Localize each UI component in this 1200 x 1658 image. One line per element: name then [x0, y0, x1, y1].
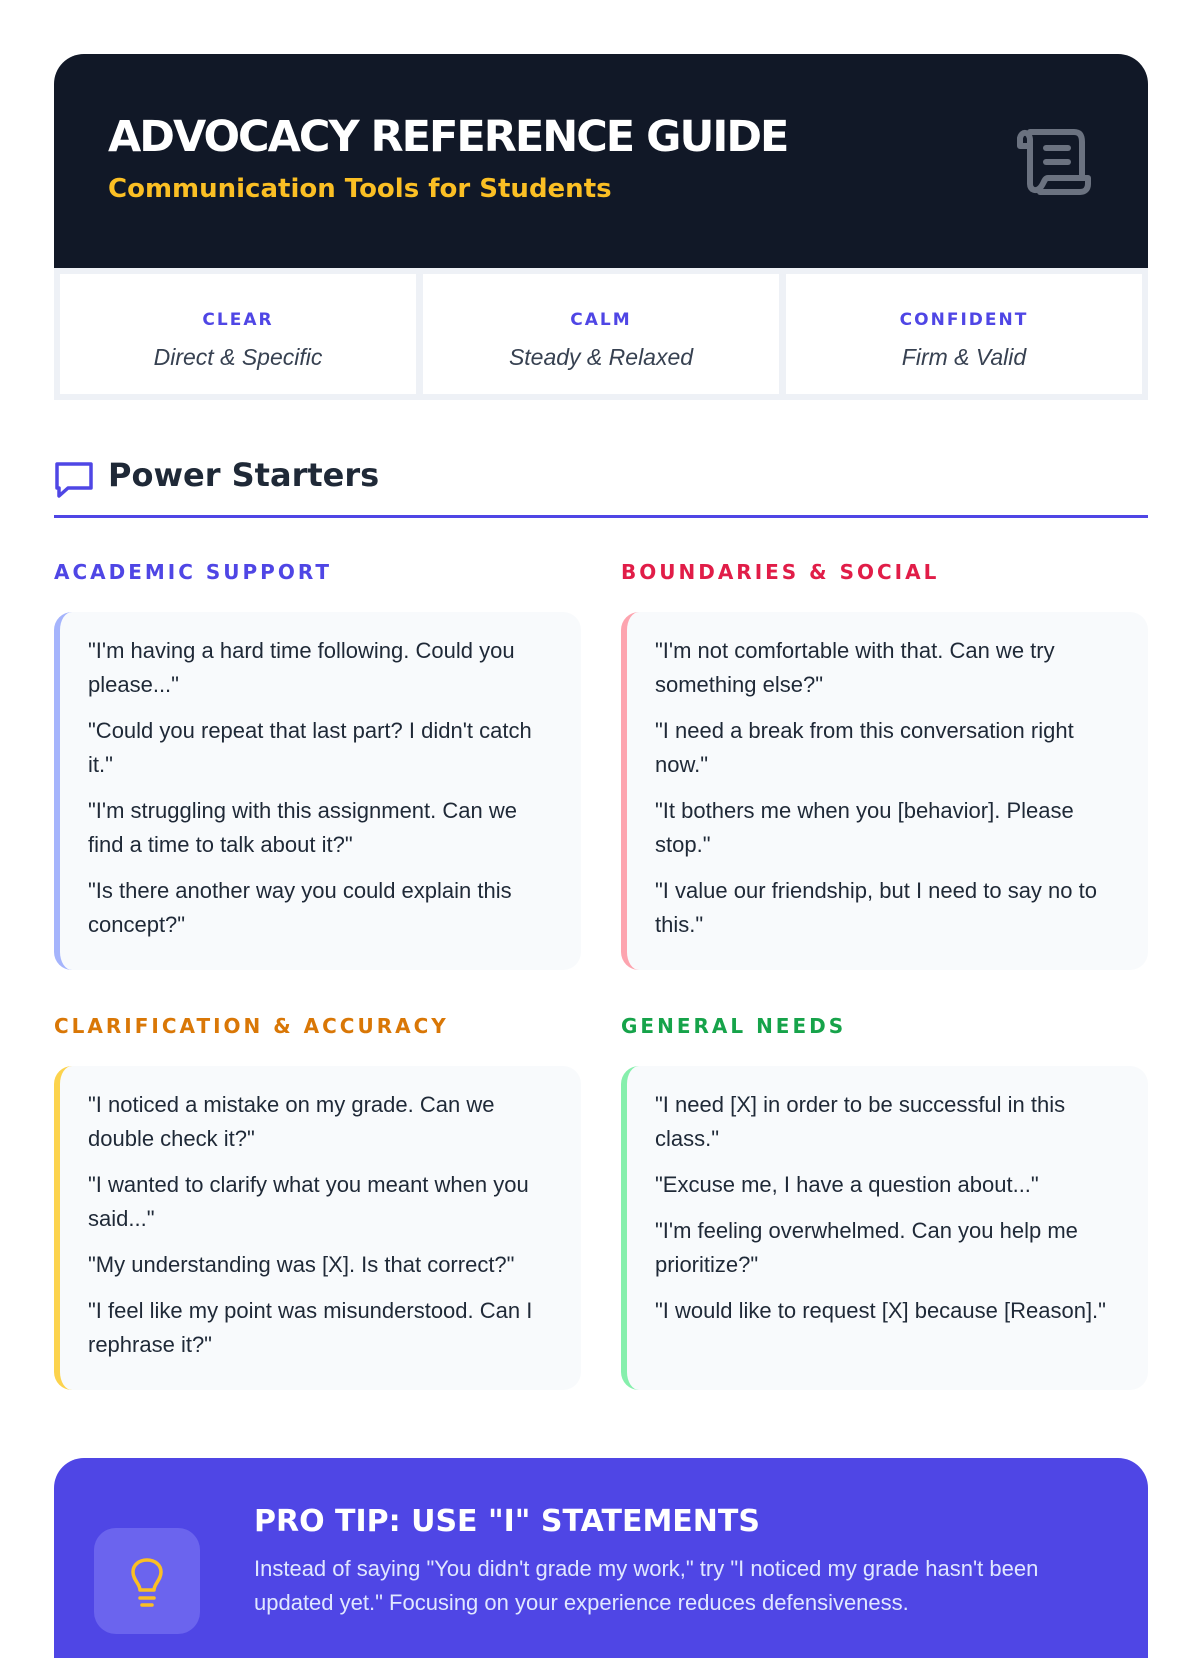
pillar-description: Direct & Specific — [153, 344, 323, 370]
category-boundaries-social — [621, 560, 1148, 937]
phrase-item: "I noticed a mistake on my grade. Can we double check it?" — [88, 1092, 495, 1151]
phrase-item: "I'm struggling with this assignment. Can we find a time to talk about it?" — [88, 798, 517, 857]
phrase-item: "I need a break from this conversation right now." — [655, 718, 1074, 777]
pillar-calm — [423, 274, 779, 394]
lightbulb-badge — [94, 1528, 200, 1634]
phrase-item: "I'm having a hard time following. Could you please..." — [88, 638, 515, 697]
pillar-description: Steady & Relaxed — [508, 344, 694, 370]
phrase-item: "I would like to request [X] because [Reason]." — [655, 1298, 1106, 1323]
pillar-name: CALM — [570, 310, 632, 330]
category-clarification-accuracy — [54, 1014, 581, 1357]
category-title: ACADEMIC SUPPORT — [54, 560, 332, 584]
pillar-name: CONFIDENT — [899, 310, 1029, 330]
phrase-item: "I wanted to clarify what you meant when you said..." — [88, 1172, 529, 1231]
page-subtitle: Communication Tools for Students — [108, 174, 612, 204]
phrase-card — [54, 612, 581, 970]
pillar-name: CLEAR — [202, 310, 274, 330]
scroll-icon — [1014, 124, 1094, 196]
phrase-item: "I need [X] in order to be successful in this class." — [655, 1092, 1066, 1151]
phrase-item: "Excuse me, I have a question about..." — [655, 1172, 1039, 1197]
lightbulb-icon — [129, 1558, 165, 1608]
phrase-item: "I value our friendship, but I need to say no to this." — [655, 878, 1097, 937]
section-header — [54, 456, 1148, 518]
category-academic-support — [54, 560, 581, 937]
pillar-confident — [786, 274, 1142, 394]
phrase-card — [621, 612, 1148, 970]
phrase-item: "It bothers me when you [behavior]. Please stop." — [655, 798, 1074, 857]
phrase-item: "My understanding was [X]. Is that correct?" — [88, 1252, 515, 1277]
category-general-needs — [621, 1014, 1148, 1323]
tip-body: Instead of saying "You didn't grade my work," try "I noticed my grade hasn't been updated yet." Focusing on your experience reduces defensiveness. — [254, 1556, 1039, 1615]
category-title: GENERAL NEEDS — [621, 1014, 847, 1038]
page-title: ADVOCACY REFERENCE GUIDE — [108, 112, 788, 162]
chat-bubble-icon — [54, 460, 94, 500]
pillar-description: Firm & Valid — [901, 344, 1027, 370]
tip-title: PRO TIP: USE "I" STATEMENTS — [254, 1504, 760, 1539]
phrase-item: "I'm feeling overwhelmed. Can you help me prioritize?" — [655, 1218, 1078, 1277]
phrase-item: "I'm not comfortable with that. Can we try something else?" — [655, 638, 1055, 697]
principles-bar — [54, 268, 1148, 400]
phrase-card — [54, 1066, 581, 1390]
section-title: Power Starters — [108, 456, 380, 494]
phrase-item: "Is there another way you could explain this concept?" — [88, 878, 512, 937]
category-title: CLARIFICATION & ACCURACY — [54, 1014, 449, 1038]
guide-header — [54, 54, 1148, 268]
phrase-item: "Could you repeat that last part? I didn't catch it." — [88, 718, 532, 777]
pro-tip-banner — [54, 1458, 1148, 1658]
phrase-item: "I feel like my point was misunderstood. Can I rephrase it?" — [88, 1298, 533, 1357]
category-title: BOUNDARIES & SOCIAL — [621, 560, 940, 584]
phrase-card — [621, 1066, 1148, 1390]
pillar-clear — [60, 274, 416, 394]
